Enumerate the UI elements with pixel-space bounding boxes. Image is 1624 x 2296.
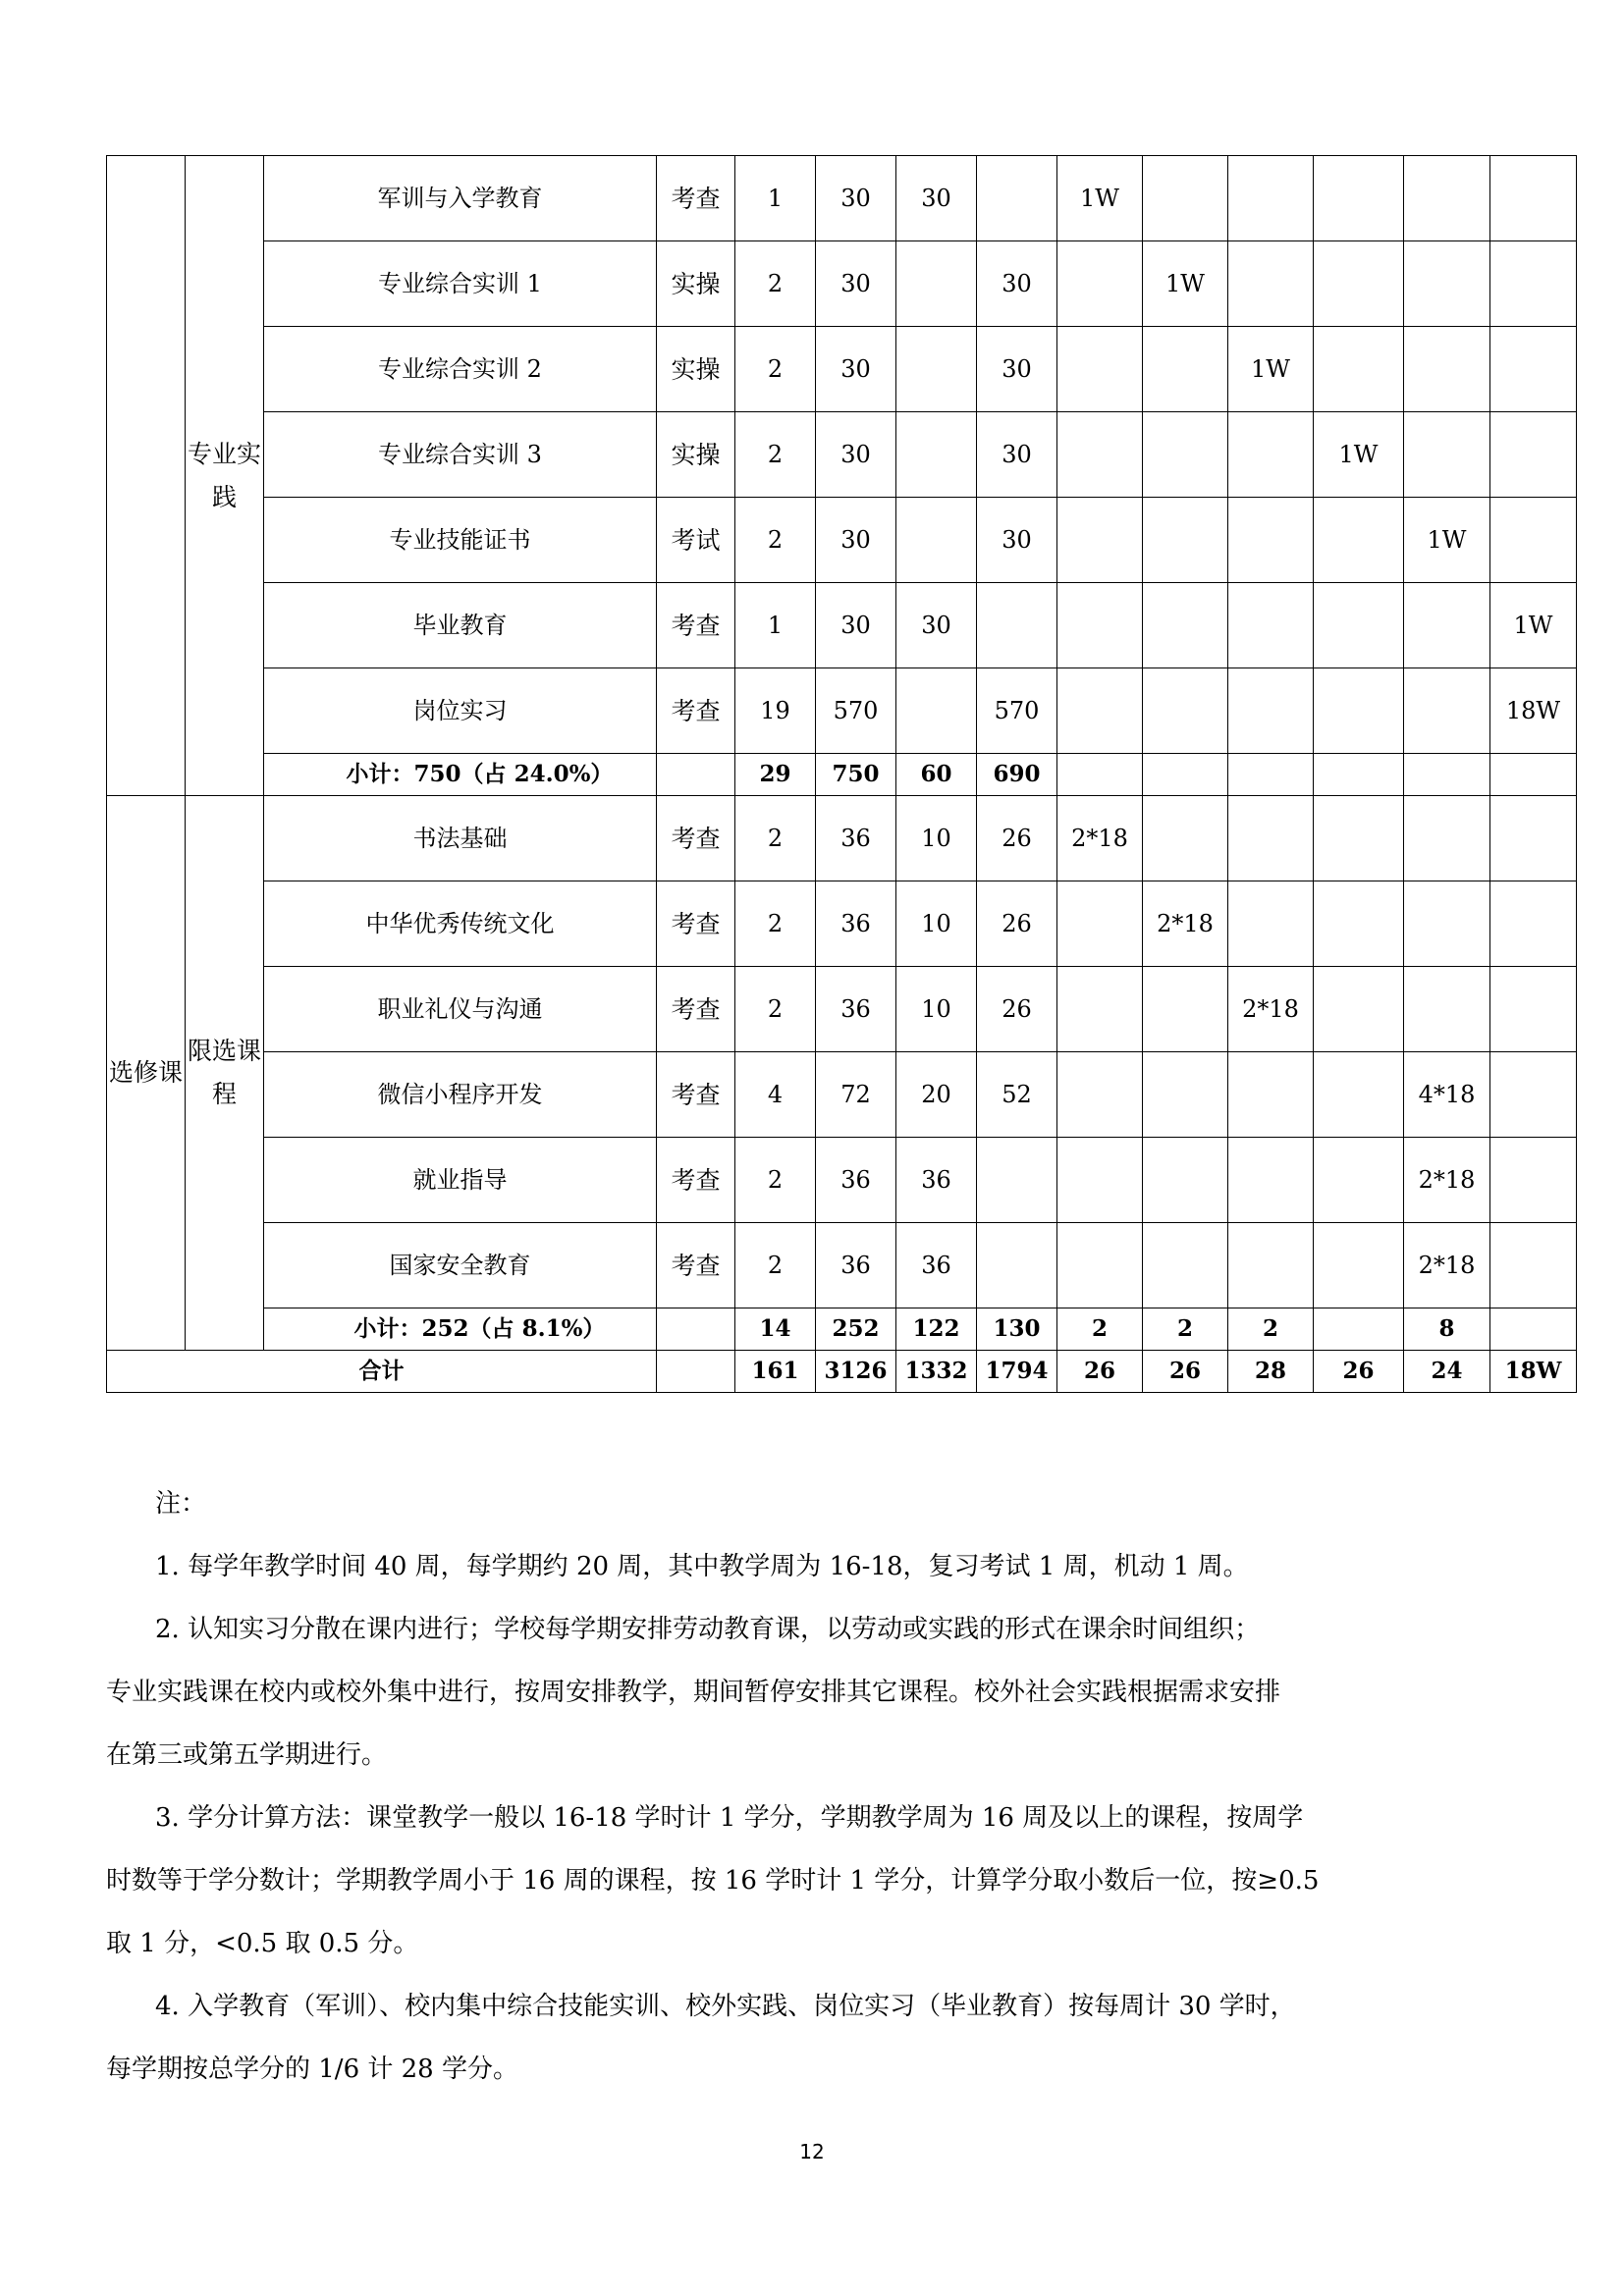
subtotal-practice: 690 (977, 754, 1057, 796)
credits-cell: 2 (735, 796, 816, 881)
total-hours-cell: 30 (816, 498, 896, 583)
assessment-mode: 考查 (657, 583, 735, 668)
semester-4-cell (1314, 1052, 1404, 1138)
total-hours-cell: 30 (816, 583, 896, 668)
note-line: 专业实践课在校内或校外集中进行，按周安排教学，期间暂停安排其它课程。校外社会实践根据需求安排 (106, 1678, 1281, 1707)
total-row (107, 1351, 1577, 1393)
practice-hours-cell: 30 (977, 498, 1057, 583)
subtotal-hours: 252 (816, 1308, 896, 1351)
course-row (107, 668, 1577, 754)
semester-6-cell (1490, 241, 1577, 327)
assessment-mode: 考试 (657, 498, 735, 583)
semester-4-cell (1314, 881, 1404, 967)
semester-5-cell: 2*18 (1404, 1223, 1490, 1308)
theory-hours-cell: 30 (896, 156, 977, 241)
theory-hours-cell: 36 (896, 1223, 977, 1308)
theory-hours-cell: 30 (896, 583, 977, 668)
semester-4-cell (1314, 327, 1404, 412)
semester-3-cell (1228, 796, 1314, 881)
semester-6-cell (1490, 498, 1577, 583)
semester-1-cell (1057, 1223, 1143, 1308)
semester-3-cell (1228, 498, 1314, 583)
assessment-mode: 考查 (657, 156, 735, 241)
total-hours-cell: 30 (816, 327, 896, 412)
semester-3-cell (1228, 412, 1314, 498)
subtotal-label: 小计：252（占 8.1%） (264, 1308, 657, 1351)
semester-6-cell (1490, 881, 1577, 967)
course-row (107, 796, 1577, 881)
credits-cell: 4 (735, 1052, 816, 1138)
group-cell: 限选课程 (186, 796, 264, 1351)
category-cell (107, 156, 186, 796)
semester-6-cell (1490, 1223, 1577, 1308)
assessment-mode: 考查 (657, 1052, 735, 1138)
course-row (107, 1052, 1577, 1138)
practice-hours-cell: 30 (977, 241, 1057, 327)
credits-cell: 2 (735, 498, 816, 583)
total-label: 合计 (107, 1351, 657, 1393)
semester-4-cell (1314, 796, 1404, 881)
practice-hours-cell: 30 (977, 412, 1057, 498)
semester-2-cell: 2*18 (1143, 881, 1228, 967)
course-row (107, 967, 1577, 1052)
subtotal-semester-5: 8 (1404, 1308, 1490, 1351)
total-hours: 3126 (816, 1351, 896, 1393)
credits-cell: 2 (735, 412, 816, 498)
total-theory: 1332 (896, 1351, 977, 1393)
credits-cell: 2 (735, 327, 816, 412)
notes-title: 注： (155, 1489, 207, 1519)
course-row (107, 583, 1577, 668)
credits-cell: 2 (735, 967, 816, 1052)
course-name: 专业综合实训 2 (264, 327, 657, 412)
note-line: 每学期按总学分的 1/6 计 28 学分。 (106, 2055, 518, 2084)
theory-hours-cell: 20 (896, 1052, 977, 1138)
course-row (107, 1223, 1577, 1308)
course-row (107, 498, 1577, 583)
subtotal-semester-5 (1404, 754, 1490, 796)
semester-4-cell (1314, 1223, 1404, 1308)
total-hours-cell: 30 (816, 241, 896, 327)
semester-5-cell (1404, 881, 1490, 967)
semester-2-cell (1143, 967, 1228, 1052)
semester-6-cell (1490, 1052, 1577, 1138)
semester-1-cell (1057, 498, 1143, 583)
semester-6-cell: 1W (1490, 583, 1577, 668)
semester-5-cell: 1W (1404, 498, 1490, 583)
semester-1-cell (1057, 668, 1143, 754)
subtotal-semester-3: 2 (1228, 1308, 1314, 1351)
assessment-mode: 实操 (657, 412, 735, 498)
subtotal-row (107, 754, 1577, 796)
course-name: 微信小程序开发 (264, 1052, 657, 1138)
course-name: 岗位实习 (264, 668, 657, 754)
semester-3-cell (1228, 156, 1314, 241)
note-line: 2. 认知实习分散在课内进行；学校每学期安排劳动教育课，以劳动或实践的形式在课余时间组织； (155, 1615, 1261, 1644)
course-name: 书法基础 (264, 796, 657, 881)
credits-cell: 1 (735, 583, 816, 668)
group-cell: 专业实践 (186, 156, 264, 796)
assessment-mode: 实操 (657, 327, 735, 412)
subtotal-credits: 14 (735, 1308, 816, 1351)
semester-4-cell (1314, 1138, 1404, 1223)
theory-hours-cell (896, 327, 977, 412)
semester-2-cell (1143, 583, 1228, 668)
course-name: 职业礼仪与沟通 (264, 967, 657, 1052)
assessment-mode: 考查 (657, 1223, 735, 1308)
note-line: 取 1 分，<0.5 取 0.5 分。 (106, 1929, 419, 1958)
theory-hours-cell (896, 668, 977, 754)
credits-cell: 19 (735, 668, 816, 754)
semester-3-cell (1228, 1138, 1314, 1223)
total-hours-cell: 36 (816, 796, 896, 881)
semester-3-cell (1228, 583, 1314, 668)
total-semester-1: 26 (1057, 1351, 1143, 1393)
note-line: 3. 学分计算方法：课堂教学一般以 16-18 学时计 1 学分，学期教学周为 16 周及以上的课程，按周学 (155, 1803, 1304, 1833)
semester-6-cell: 18W (1490, 668, 1577, 754)
semester-2-cell (1143, 796, 1228, 881)
credits-cell: 2 (735, 1138, 816, 1223)
semester-4-cell (1314, 967, 1404, 1052)
practice-hours-cell: 52 (977, 1052, 1057, 1138)
theory-hours-cell (896, 412, 977, 498)
total-hours-cell: 30 (816, 412, 896, 498)
semester-2-cell (1143, 1223, 1228, 1308)
semester-1-cell: 2*18 (1057, 796, 1143, 881)
semester-6-cell (1490, 156, 1577, 241)
assessment-mode: 考查 (657, 796, 735, 881)
semester-4-cell: 1W (1314, 412, 1404, 498)
total-semester-2: 26 (1143, 1351, 1228, 1393)
semester-4-cell (1314, 583, 1404, 668)
page-number: 12 (799, 2140, 825, 2163)
semester-1-cell (1057, 241, 1143, 327)
semester-5-cell (1404, 156, 1490, 241)
empty-cell (657, 1351, 735, 1393)
credits-cell: 1 (735, 156, 816, 241)
practice-hours-cell (977, 583, 1057, 668)
total-hours-cell: 72 (816, 1052, 896, 1138)
course-row (107, 1138, 1577, 1223)
semester-2-cell (1143, 668, 1228, 754)
semester-1-cell (1057, 1052, 1143, 1138)
practice-hours-cell: 26 (977, 796, 1057, 881)
course-row (107, 412, 1577, 498)
semester-6-cell (1490, 796, 1577, 881)
semester-2-cell (1143, 156, 1228, 241)
semester-3-cell (1228, 1052, 1314, 1138)
semester-1-cell: 1W (1057, 156, 1143, 241)
theory-hours-cell: 36 (896, 1138, 977, 1223)
notes-section (106, 1472, 1481, 2101)
category-cell: 选修课 (107, 796, 186, 1351)
semester-1-cell (1057, 412, 1143, 498)
subtotal-semester-6 (1490, 754, 1577, 796)
semester-3-cell (1228, 241, 1314, 327)
empty-cell (657, 754, 735, 796)
course-name: 专业综合实训 1 (264, 241, 657, 327)
practice-hours-cell: 570 (977, 668, 1057, 754)
total-hours-cell: 36 (816, 1223, 896, 1308)
practice-hours-cell: 30 (977, 327, 1057, 412)
subtotal-theory: 122 (896, 1308, 977, 1351)
semester-4-cell (1314, 668, 1404, 754)
semester-5-cell (1404, 796, 1490, 881)
semester-5-cell (1404, 241, 1490, 327)
semester-1-cell (1057, 967, 1143, 1052)
theory-hours-cell (896, 241, 977, 327)
note-line: 1. 每学年教学时间 40 周，每学期约 20 周，其中教学周为 16-18，复习考试 1 周，机动 1 周。 (155, 1552, 1249, 1581)
semester-3-cell: 1W (1228, 327, 1314, 412)
semester-5-cell (1404, 327, 1490, 412)
total-semester-4: 26 (1314, 1351, 1404, 1393)
theory-hours-cell (896, 498, 977, 583)
total-hours-cell: 30 (816, 156, 896, 241)
semester-4-cell (1314, 241, 1404, 327)
subtotal-credits: 29 (735, 754, 816, 796)
semester-6-cell (1490, 412, 1577, 498)
practice-hours-cell (977, 1223, 1057, 1308)
subtotal-row (107, 1308, 1577, 1351)
semester-2-cell (1143, 498, 1228, 583)
theory-hours-cell: 10 (896, 796, 977, 881)
semester-5-cell (1404, 967, 1490, 1052)
subtotal-theory: 60 (896, 754, 977, 796)
semester-3-cell: 2*18 (1228, 967, 1314, 1052)
course-name: 就业指导 (264, 1138, 657, 1223)
subtotal-semester-6 (1490, 1308, 1577, 1351)
subtotal-semester-4 (1314, 1308, 1404, 1351)
assessment-mode: 考查 (657, 881, 735, 967)
subtotal-semester-4 (1314, 754, 1404, 796)
semester-3-cell (1228, 668, 1314, 754)
practice-hours-cell (977, 1138, 1057, 1223)
course-name: 中华优秀传统文化 (264, 881, 657, 967)
total-practice: 1794 (977, 1351, 1057, 1393)
subtotal-label: 小计：750（占 24.0%） (264, 754, 657, 796)
semester-1-cell (1057, 1138, 1143, 1223)
course-row (107, 881, 1577, 967)
semester-3-cell (1228, 881, 1314, 967)
practice-hours-cell: 26 (977, 881, 1057, 967)
semester-2-cell (1143, 412, 1228, 498)
total-semester-6: 18W (1490, 1351, 1577, 1393)
practice-hours-cell (977, 156, 1057, 241)
course-name: 专业技能证书 (264, 498, 657, 583)
assessment-mode: 考查 (657, 967, 735, 1052)
theory-hours-cell: 10 (896, 967, 977, 1052)
subtotal-semester-2 (1143, 754, 1228, 796)
theory-hours-cell: 10 (896, 881, 977, 967)
note-line: 在第三或第五学期进行。 (106, 1740, 388, 1770)
assessment-mode: 考查 (657, 668, 735, 754)
semester-2-cell (1143, 1138, 1228, 1223)
course-name: 军训与入学教育 (264, 156, 657, 241)
semester-3-cell (1228, 1223, 1314, 1308)
total-hours-cell: 36 (816, 881, 896, 967)
credits-cell: 2 (735, 881, 816, 967)
total-semester-3: 28 (1228, 1351, 1314, 1393)
semester-5-cell: 2*18 (1404, 1138, 1490, 1223)
total-hours-cell: 570 (816, 668, 896, 754)
note-line: 4. 入学教育（军训）、校内集中综合技能实训、校外实践、岗位实习（毕业教育）按每周计 30 学时， (155, 1992, 1296, 2021)
total-hours-cell: 36 (816, 967, 896, 1052)
curriculum-table (106, 155, 1577, 1393)
course-row (107, 327, 1577, 412)
subtotal-semester-3 (1228, 754, 1314, 796)
credits-cell: 2 (735, 241, 816, 327)
semester-1-cell (1057, 881, 1143, 967)
total-hours-cell: 36 (816, 1138, 896, 1223)
course-name: 毕业教育 (264, 583, 657, 668)
assessment-mode: 实操 (657, 241, 735, 327)
empty-cell (657, 1308, 735, 1351)
subtotal-hours: 750 (816, 754, 896, 796)
semester-2-cell (1143, 1052, 1228, 1138)
semester-5-cell (1404, 583, 1490, 668)
semester-6-cell (1490, 1138, 1577, 1223)
credits-cell: 2 (735, 1223, 816, 1308)
semester-5-cell: 4*18 (1404, 1052, 1490, 1138)
course-name: 国家安全教育 (264, 1223, 657, 1308)
course-row (107, 156, 1577, 241)
subtotal-practice: 130 (977, 1308, 1057, 1351)
semester-5-cell (1404, 668, 1490, 754)
semester-6-cell (1490, 967, 1577, 1052)
semester-1-cell (1057, 583, 1143, 668)
total-credits: 161 (735, 1351, 816, 1393)
total-semester-5: 24 (1404, 1351, 1490, 1393)
semester-4-cell (1314, 498, 1404, 583)
course-name: 专业综合实训 3 (264, 412, 657, 498)
assessment-mode: 考查 (657, 1138, 735, 1223)
semester-4-cell (1314, 156, 1404, 241)
course-row (107, 241, 1577, 327)
note-line: 时数等于学分数计；学期教学周小于 16 周的课程，按 16 学时计 1 学分，计算学分取小数后一位，按≥0.5 (106, 1866, 1320, 1896)
subtotal-semester-2: 2 (1143, 1308, 1228, 1351)
semester-5-cell (1404, 412, 1490, 498)
practice-hours-cell: 26 (977, 967, 1057, 1052)
semester-6-cell (1490, 327, 1577, 412)
semester-1-cell (1057, 327, 1143, 412)
semester-2-cell: 1W (1143, 241, 1228, 327)
semester-2-cell (1143, 327, 1228, 412)
subtotal-semester-1 (1057, 754, 1143, 796)
subtotal-semester-1: 2 (1057, 1308, 1143, 1351)
